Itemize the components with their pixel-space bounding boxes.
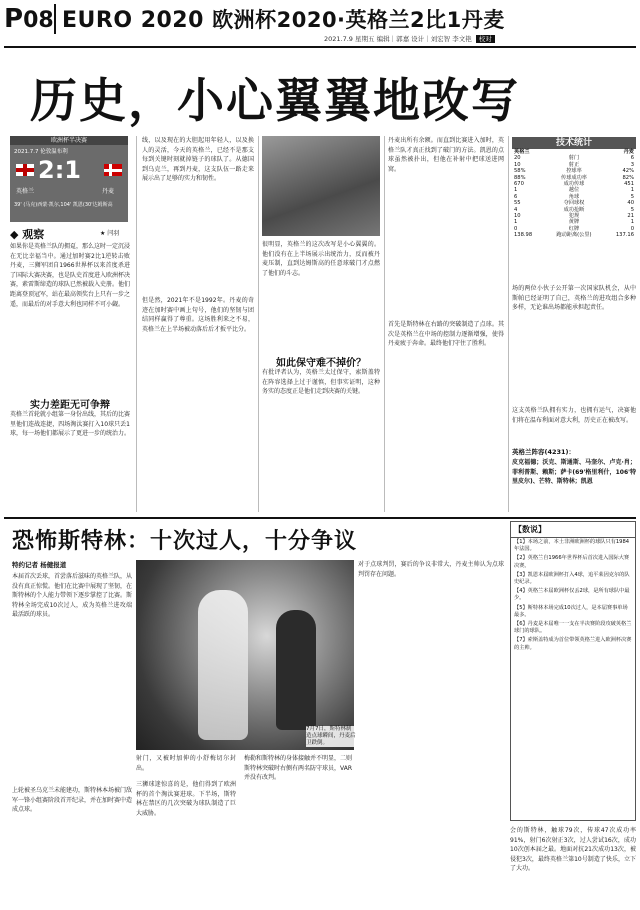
data-box-items xyxy=(511,538,635,653)
data-item: 【6】丹麦是本届唯一一支在半决赛阶段攻破英格兰球门的球队。 xyxy=(514,621,632,635)
story2-col2-p2: 三狮球迷惊喜的是，他们得到了欧洲杯的首个淘汰赛进球。下半场，斯特林在禁区的几次突破为球队制造了巨大威胁。 xyxy=(136,781,236,817)
story2-headline: 恐怖斯特林：十次过人，十分争议 xyxy=(12,529,358,554)
tech-stat-value: 1 xyxy=(514,219,518,226)
header-rule xyxy=(4,46,636,48)
story1-col4-p1: 丹麦出所有余额。而直到比赛进入加时，英格兰队才真正找到了破门的方法。凯恩的点球虽然被扑出，但他在补射中把球送进网窝。 xyxy=(388,137,504,173)
story2-col3: 梅勒和斯特林的身体接触并不明显，二则斯特林突破时右侧有两名防守球员，VAR并没有改判。 xyxy=(244,755,352,782)
tech-stats-rows xyxy=(512,155,636,238)
data-box-title: 【数说】 xyxy=(511,522,635,538)
story1-col5-p2: 这支英格兰队拥有实力，也拥有运气，决赛他们将在温布利面对意大利，历史正在被改写。 xyxy=(512,407,636,424)
tech-stats-title: 技术统计 xyxy=(512,137,636,149)
story1-col4-p2: 首先是斯特林在右路的突破制造了点球。其次是英格兰在中场的控制力逐渐增强，使得丹麦疲于奔命。最终他们守住了胜利。 xyxy=(388,321,504,348)
tech-stat-value: 40 xyxy=(627,200,634,207)
tech-stat-value: 1 xyxy=(514,187,518,194)
story1-photo xyxy=(262,136,380,236)
page-number: P08 xyxy=(4,4,54,34)
column-divider xyxy=(136,136,137,512)
story1-col3-p1: 很明显，英格兰的这次改写是小心翼翼的。他们没有在上半场展示出统治力，反而被丹麦压制，直到达姆斯高的任意球破门才点燃了他们的斗志。 xyxy=(262,241,380,277)
story1-col2-p1: 线，以及现在的大胆起用年轻人，以及换人的灵活，今天的英格兰，已经不是那支每到关键时刻就掉链子的球队了。从德国到乌克兰，再到丹麦，这支队伍一路走来展示出了足够的实力和韧性。 xyxy=(142,137,254,183)
tech-stat-value: 6 xyxy=(514,193,518,200)
story2-byline: 特约记者 杨健报道 xyxy=(12,561,67,569)
story2-col1: 本届首次丢球，首尝落后滋味的英格兰队，从没有真正惊慌。他们在比赛中展现了坚韧，在斯特林的个人能力带领下逐步掌控了比赛。斯特林全场完成10次过人，成为英格兰进攻端最活跃的球员。 xyxy=(12,573,132,619)
lineup: 皮克福德；沃克、斯通斯、马奎尔、卢克·肖；菲利普斯、赖斯；萨卡(69'格里利什，106'特里皮尔)、芒特、斯特林；凯恩 xyxy=(512,459,636,486)
tech-stat-value: 21 xyxy=(627,212,634,219)
tech-stat-value: 5 xyxy=(630,206,634,213)
tech-stat-value: 4 xyxy=(514,206,518,213)
story1-col5-p1: 场的两位小伙子公开第一次国家队机会，从中斯帕已经证明了自己，英格兰的进攻组合多种多样，无论谁出场都能承担起责任。 xyxy=(512,285,636,312)
score-box xyxy=(10,136,128,222)
data-item: 【5】斯特林本场完成10次过人，是本届赛事单场最多。 xyxy=(514,604,628,618)
story1-col3-p2: 有批评者认为，英格兰太过保守，索斯盖特在阵容选择上过于谨慎，但事实证明，这种务实的态度正是他们走到决赛的关键。 xyxy=(262,369,380,396)
story2-col2: 射门，又被时加伸的小舒梅切尔封出。 xyxy=(136,755,236,772)
page-meta: 2021.7.9 星期五 编辑｜郭嘉 设计｜刘宏智 李文艳 校对 xyxy=(324,34,495,43)
tech-stat-value: 58% xyxy=(514,168,526,175)
column-divider xyxy=(258,136,259,512)
tech-stat-value: 10 xyxy=(514,212,521,219)
tech-stat-label: 夺回球权 xyxy=(563,200,585,207)
tech-stat-value: 55 xyxy=(514,200,521,207)
page-header xyxy=(4,4,636,48)
match-date: 2021.7.7 伦敦温布利 xyxy=(14,149,68,155)
tech-stat-label: 射正 xyxy=(568,161,580,168)
tech-stat-value: 10 xyxy=(514,161,521,168)
tech-stat-value: 6 xyxy=(630,155,634,162)
scorers-note: 39' (马克)西蒙·凯尔,104' 凯恩(30'达姆斯高 xyxy=(14,202,113,208)
england-flag-icon xyxy=(16,164,34,176)
denmark-flag-icon xyxy=(104,164,122,176)
section-rule xyxy=(4,517,636,519)
data-item: 【1】本场之前，本土非洲欧洲杯的球队只有1984年法国。 xyxy=(514,539,630,553)
section-label: ◆ 观察 xyxy=(10,228,45,241)
story2-photo xyxy=(136,560,354,750)
tech-stat-value: 451 xyxy=(624,180,634,187)
tech-stat-value: 138.98 xyxy=(514,232,533,239)
score-box-title: 欧洲杯半决赛 xyxy=(10,136,128,145)
column-divider xyxy=(384,136,385,512)
team-left: 英格兰 xyxy=(16,188,35,195)
story2-photo-caption: 7月7日，斯特林制造点球瞬间，丹麦后卫跌倒。 xyxy=(306,726,356,746)
story1-col1-p1: 如果你是英格兰队的拥趸，那么这时一定沉浸在无比幸福当中。通过加时赛2比1逆转击败丹麦，三狮军团自1966世界杯以来首度杀进了国际大赛决赛，也是队史首度进入欧洲杯决赛，素雷斯缔造的球队已然被载入史册。他们距离登顶冠军，站在最高领奖台上只有一步之遥，而最后的对手意大利也同样不可小觑。 xyxy=(10,243,130,308)
tech-stat-value: 0 xyxy=(630,225,634,232)
data-item: 【2】英格兰自1966年世界杯后首次进入国际大赛决赛。 xyxy=(514,555,630,569)
match-score: 2:1 xyxy=(38,156,81,184)
tech-stat-label: 越位 xyxy=(568,187,580,194)
tech-stat-label: 红牌 xyxy=(568,225,580,232)
tech-stats-box xyxy=(512,137,636,281)
player-figure xyxy=(198,590,248,740)
meta-tag: 校对 xyxy=(476,35,495,43)
tech-stat-value: 82% xyxy=(622,174,634,181)
byline: ★ 闫羽 xyxy=(100,230,120,237)
tech-stat-label: 传球成功率 xyxy=(561,174,587,181)
column-divider xyxy=(508,136,509,512)
section-title: EURO 2020 欧洲杯2020·英格兰2比1丹麦 xyxy=(62,8,505,33)
player-figure xyxy=(276,610,316,730)
tech-stat-value: 42% xyxy=(622,168,634,175)
story2-tail: 会的斯特林，触球79次，传球47次成功率91%，射门6次射正3次，过人尝试16次，成功10次创本届之最。地面对抗21次成功13次，被侵犯3次，最终英格兰第10号制造了快乐，立下了大功。 xyxy=(510,827,636,873)
story1-subhead-2: 如此保守难不掉价？ xyxy=(276,358,366,369)
tech-stat-label: 角球 xyxy=(568,193,580,200)
data-item: 【4】英格兰本届欧洲杯仅丢2球，是所有球队中最少。 xyxy=(514,588,630,602)
tech-stat-value: 137.16 xyxy=(615,232,634,239)
tech-stat-label: 控球率 xyxy=(566,168,582,175)
tech-stat-label: 黄牌 xyxy=(568,219,580,226)
data-item: 【7】索斯盖特成为首位带领英格兰进入欧洲杯决赛的主帅。 xyxy=(514,637,632,651)
tech-stat-label: 成功抢断 xyxy=(563,206,585,213)
story1-col1-p2: 英格兰首轮就小组第一身份出线，其后的比赛里他们连战连捷，四场淘汰赛打入10球只丢1球，每一场他们都展示了更进一步的统治力。 xyxy=(10,411,130,438)
story1-col2-p2: 但是然，2021年不是1992年。丹麦的奇迹在加时赛中画上句号，他们的坚韧与团结同样赢得了尊重。这场胜利来之不易，英格兰在上半场被动落后后才扳平比分。 xyxy=(142,297,254,333)
story1-subhead-1: 实力差距无可争辩 xyxy=(30,400,110,411)
story2-col1-p2: 上轮被圣乌克兰未能建功，斯特林本场被门敌军一锋小组赛阶段首开纪录，并在加时赛中造成点球。 xyxy=(12,787,132,814)
tech-stat-label: 射门 xyxy=(568,155,580,162)
tech-stat-value: 88% xyxy=(514,174,526,181)
tech-stat-value: 20 xyxy=(514,155,521,162)
story2-col3-p2: 对于点球判罚，赛后的争议非常大，丹麦主帅认为点球判罚存在问题。 xyxy=(358,561,504,578)
tech-stat-value: 670 xyxy=(514,180,524,187)
tech-stat-value: 1 xyxy=(630,219,634,226)
header-divider xyxy=(54,4,56,34)
data-box xyxy=(510,521,636,821)
team-right: 丹麦 xyxy=(102,188,115,195)
tech-stat-value: 1 xyxy=(630,187,634,194)
main-headline: 历史，小心翼翼地改写 xyxy=(30,74,520,129)
tech-stat-value: 5 xyxy=(630,193,634,200)
tech-stat-label: 犯规 xyxy=(568,212,580,219)
tech-stat-value: 3 xyxy=(630,161,634,168)
tech-stat-value: 0 xyxy=(514,225,518,232)
tech-stats-teams: 英格兰 丹麦 xyxy=(514,149,634,155)
tech-stat-label: 跑动距离(公里) xyxy=(556,232,592,239)
tech-stat-row xyxy=(512,232,636,238)
lineup-title: 英格兰阵容(4231)： xyxy=(512,448,576,456)
data-item: 【3】凯恩本届欧洲杯打入4球，追平莱因克尔的队史纪录。 xyxy=(514,571,630,586)
tech-stat-label: 成功传球 xyxy=(563,180,585,187)
